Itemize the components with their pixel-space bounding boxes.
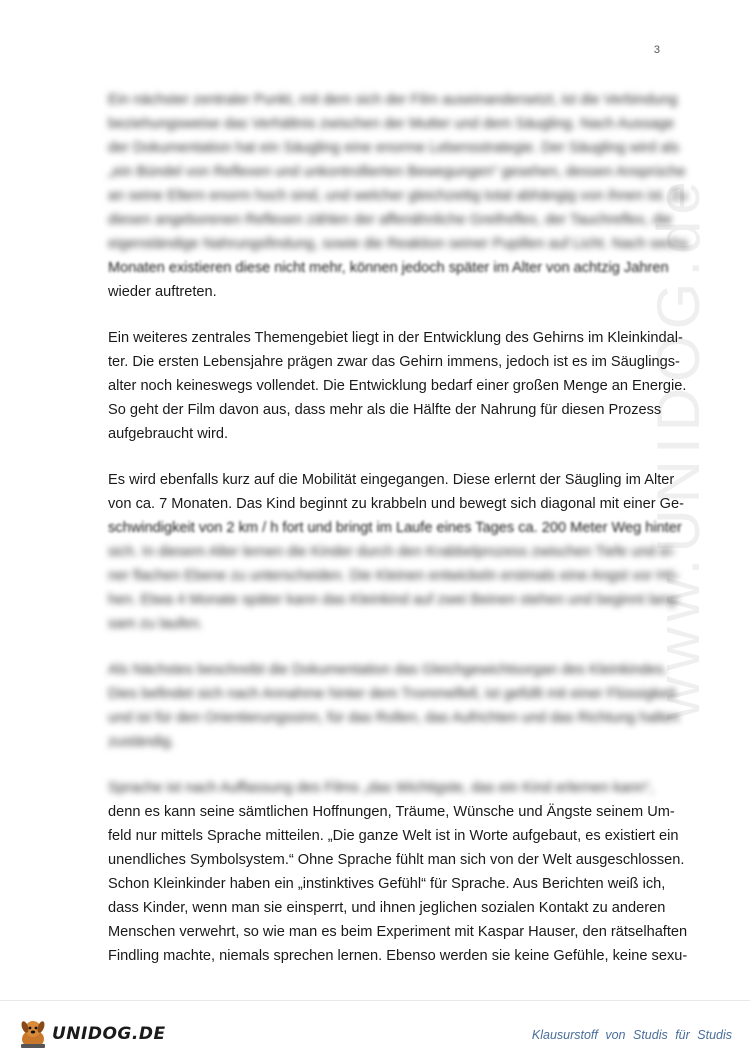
text-line: Findling machte, niemals sprechen lernen. Ebenso werden sie keine Gefühle, keine sexu-	[108, 948, 688, 964]
text-line: dass Kinder, wenn man sie einsperrt, und ihnen jeglichen sozialen Kontakt zu anderen	[108, 900, 666, 916]
text-line: Ein weiteres zentrales Themengebiet liegt in der Entwicklung des Gehirns im Kleinkindal-	[108, 330, 683, 346]
page-number: 3	[653, 44, 660, 56]
text-line: feld nur mittels Sprache mitteilen. „Die ganze Welt ist in Worte aufgebaut, es existiert ein	[108, 828, 679, 844]
text-line: diesen angeborenen Reflexen zählen der affenähnliche Greifreflex, der Tauchreflex, die	[108, 212, 673, 228]
dog-mascot-icon	[16, 1017, 50, 1051]
text-line: unendliches Symbolsystem.“ Ohne Sprache fühlt man sich von der Welt ausgeschlossen.	[108, 852, 685, 868]
text-line: beziehungsweise das Verhältnis zwischen der Mutter und dem Säugling. Nach Aussage	[108, 116, 675, 132]
text-line: sich. In diesem Alter lernen die Kinder durch den Krabbelprozess zwischen Tiefe und ei-	[108, 544, 676, 560]
text-line: und ist für den Orientierungssinn, für das Rollen, das Aufrichten und das Richtung halten	[108, 710, 680, 726]
text-line: Es wird ebenfalls kurz auf die Mobilität eingegangen. Diese erlernt der Säugling im Alter	[108, 472, 675, 488]
paragraph	[108, 88, 689, 304]
footer-slogan: Klausurstoff von Studis für Studis	[531, 1028, 732, 1042]
text-line: denn es kann seine sämtlichen Hoffnungen, Träume, Wünsche und Ängste seinem Um-	[108, 804, 675, 820]
text-line: „ein Bündel von Reflexen und unkontrollierten Bewegungen“ gesehen, dessen Ansprüche	[108, 164, 686, 180]
text-line: der Dokumentation hat ein Säugling eine enorme Lebensstrategie. Der Säugling wird als	[108, 140, 680, 156]
watermark: www.UNIDOG.de	[645, 175, 712, 720]
text-line: Dies befindet sich nach Annahme hinter dem Trommelfell, ist gefüllt mit einer Flüssigkeit	[108, 686, 676, 702]
text-line: wieder auftreten.	[108, 284, 217, 300]
text-line: ner flachen Ebene zu unterscheiden. Die Kleinen entwickeln erstmals eine Angst vor Hö-	[108, 568, 680, 584]
logo-text: UNIDOG.DE	[52, 1024, 166, 1044]
text-line: zuständig.	[108, 734, 175, 750]
text-line: Als Nächstes beschreibt die Dokumentation das Gleichgewichtsorgan des Kleinkindes.	[108, 662, 668, 678]
text-line: Monaten existieren diese nicht mehr, können jedoch später im Alter von achtzig Jahren	[108, 260, 669, 276]
text-line: Sprache ist nach Auffassung des Films „das Wichtigste, das ein Kind erlernen kann“,	[108, 780, 654, 796]
text-line: hen. Etwa 4 Monate später kann das Kleinkind auf zwei Beinen stehen und beginnt lang-	[108, 592, 681, 608]
text-line: schwindigkeit von 2 km / h fort und bringt im Laufe eines Tages ca. 200 Meter Weg hinter	[108, 520, 682, 536]
text-line: aufgebraucht wird.	[108, 426, 229, 442]
text-line: Ein nächster zentraler Punkt, mit dem sich der Film auseinandersetzt, ist die Verbindung	[108, 92, 678, 108]
footer-divider	[0, 1000, 750, 1001]
paragraph	[108, 658, 680, 754]
text-line: Menschen verwehrt, so wie man es beim Experiment mit Kaspar Hauser, den rätselhaften	[108, 924, 688, 940]
text-line: an seine Eltern enorm hoch sind, und welcher gleichzeitig total abhängig von ihnen ist. Zu	[108, 188, 688, 204]
text-line: Schon Kleinkinder haben ein „instinktives Gefühl“ für Sprache. Aus Berichten weiß ich,	[108, 876, 666, 892]
paragraph	[108, 326, 687, 446]
paragraph	[108, 468, 684, 636]
text-line: alter noch keineswegs vollendet. Die Entwicklung bedarf einer großen Menge an Energie.	[108, 378, 687, 394]
text-line: eigenständige Nahrungsfindung, sowie die Reaktion seiner Pupillen auf Licht. Nach sechs	[108, 236, 689, 252]
text-line: So geht der Film davon aus, dass mehr als die Hälfte der Nahrung für diesen Prozess	[108, 402, 662, 418]
text-line: sam zu laufen.	[108, 616, 203, 632]
paragraph	[108, 776, 688, 968]
text-line: von ca. 7 Monaten. Das Kind beginnt zu krabbeln und bewegt sich diagonal mit einer Ge-	[108, 496, 684, 512]
unidog-logo[interactable]	[16, 1016, 166, 1052]
text-line: ter. Die ersten Lebensjahre prägen zwar das Gehirn immens, jedoch ist es im Säuglings-	[108, 354, 680, 370]
